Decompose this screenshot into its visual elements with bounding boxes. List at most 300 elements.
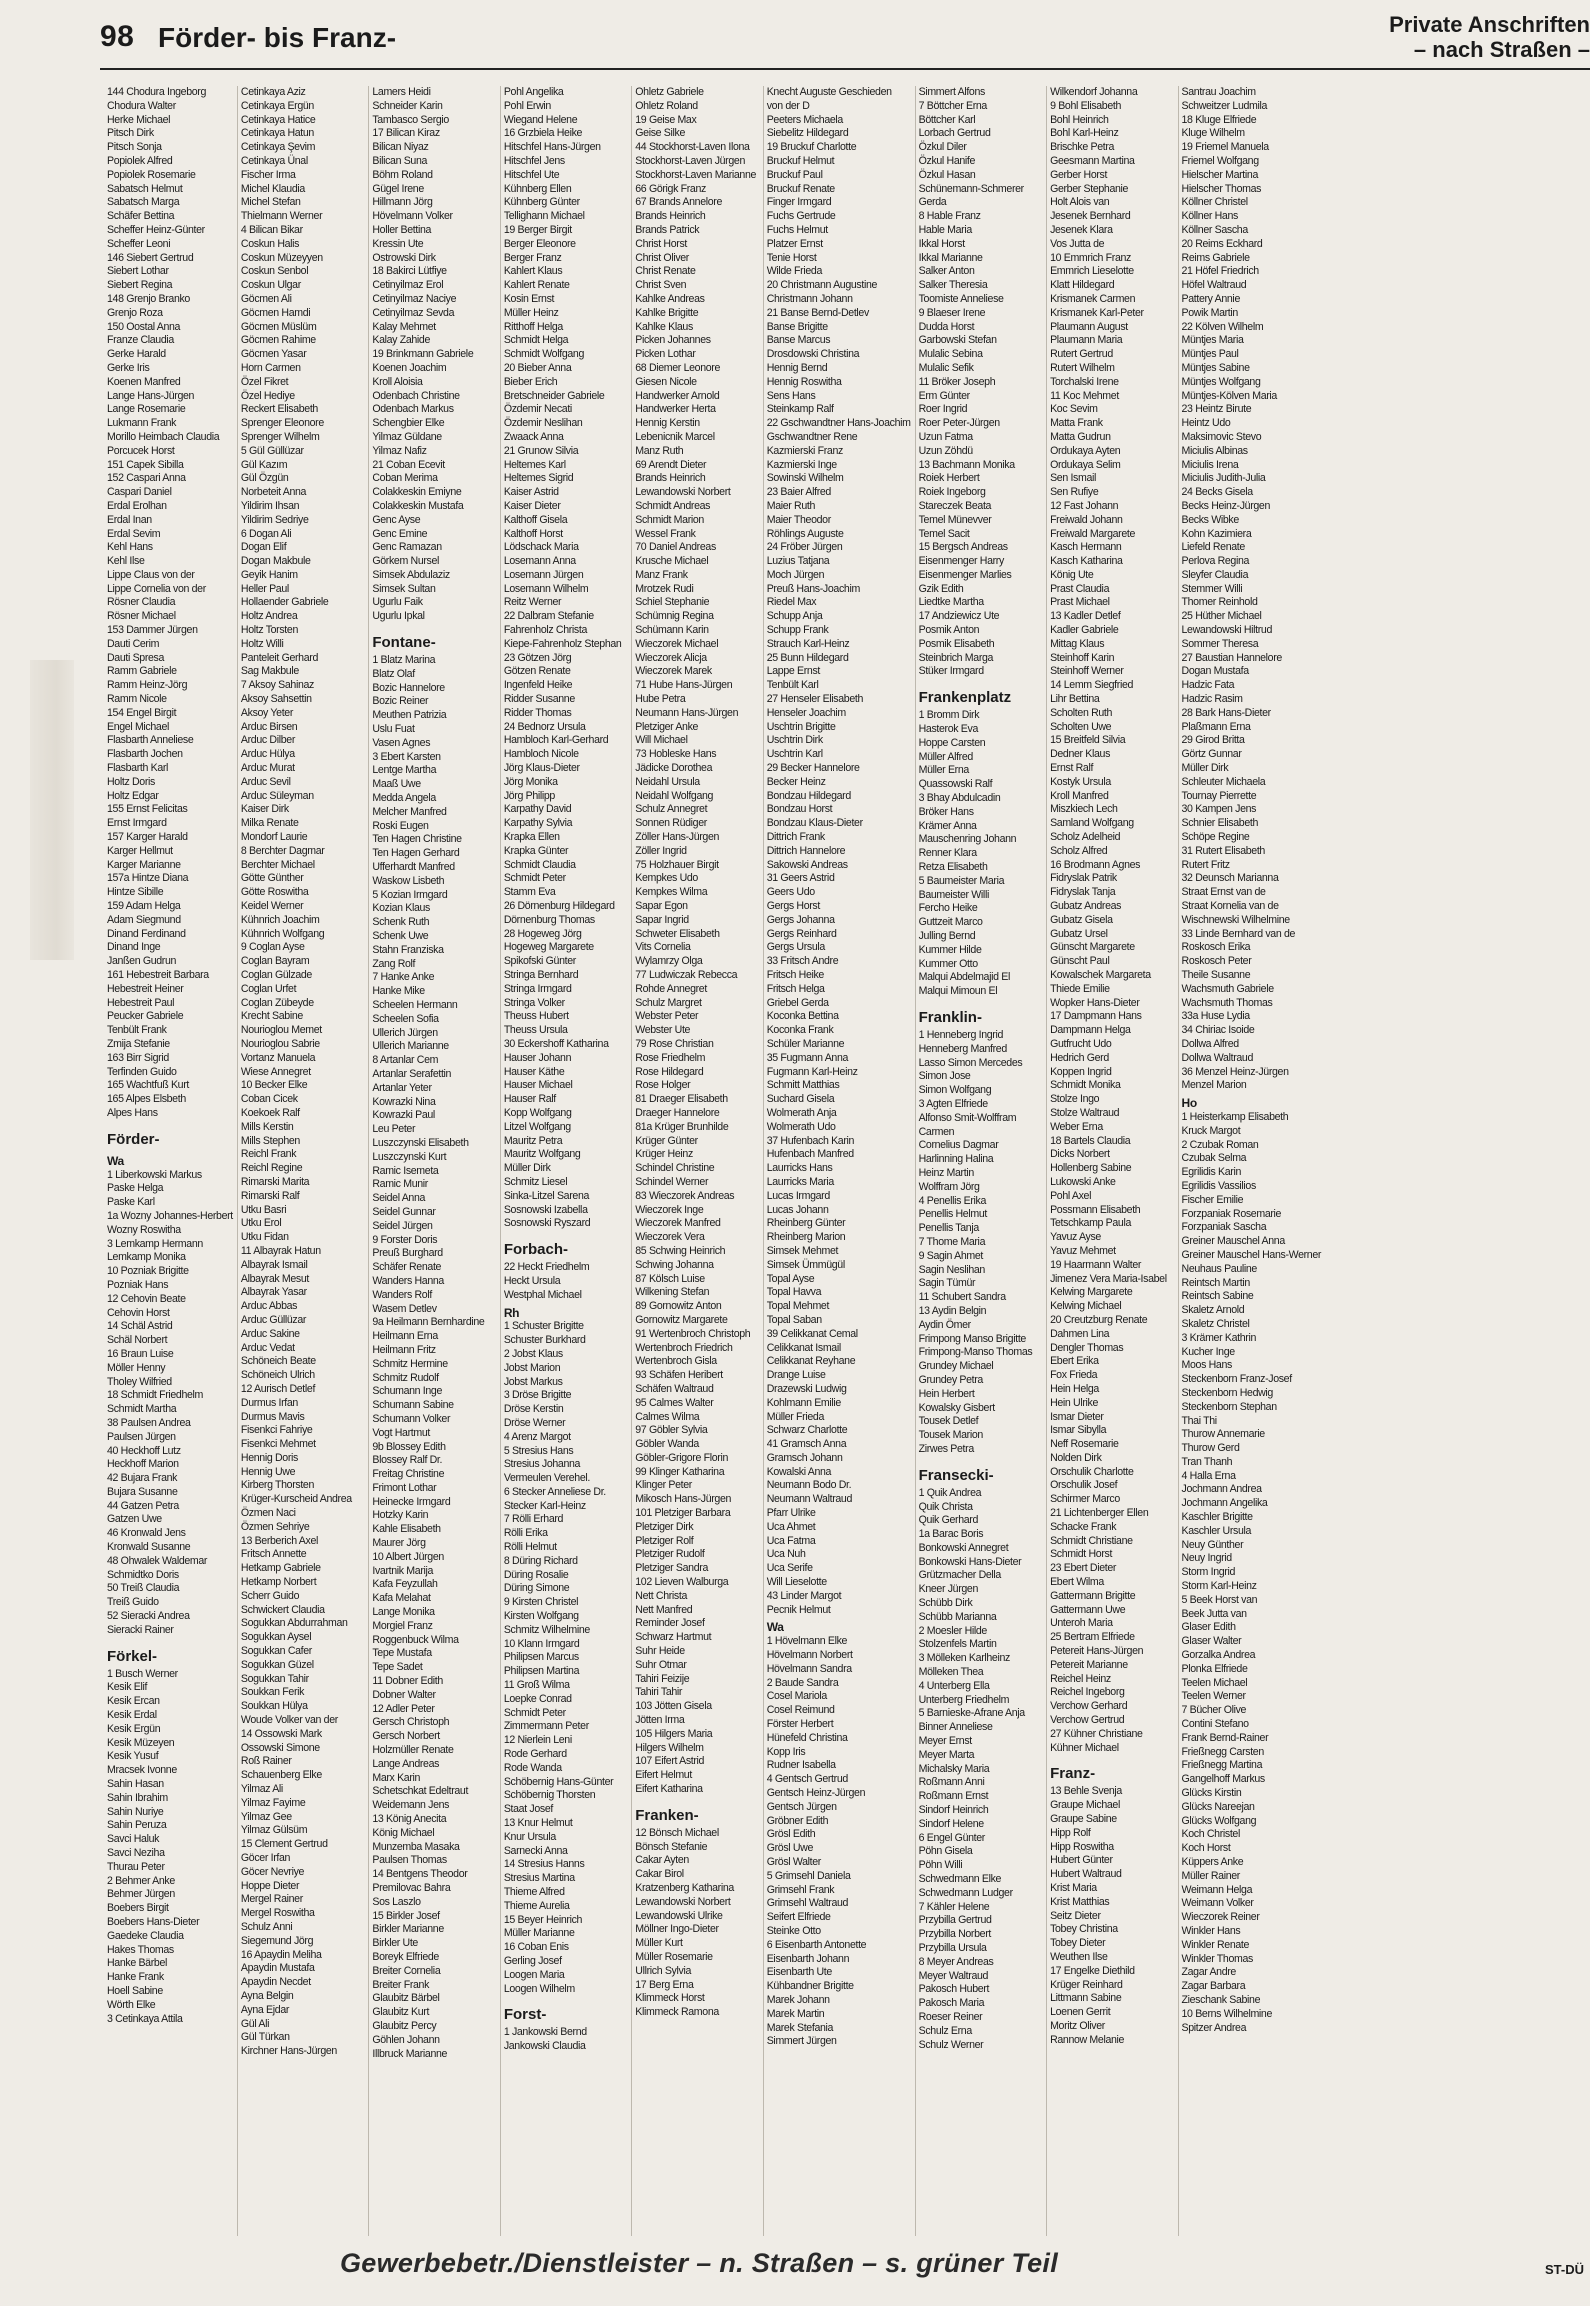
resident-entry: 5 Gül Güllüzar xyxy=(240,444,304,457)
resident-entry: Özel Fikret xyxy=(240,375,289,388)
resident-entry: Göcmen Ali xyxy=(240,292,292,305)
resident-entry: Ugurlu Faik xyxy=(372,596,423,609)
resident-entry: Schmidt Marion xyxy=(635,513,704,526)
resident-entry: Kalay Zahide xyxy=(372,334,430,347)
resident-entry: Dudda Horst xyxy=(918,320,975,333)
resident-entry: Fischer Emilie xyxy=(1181,1193,1244,1206)
resident-entry: Arduc Dilber xyxy=(240,734,295,747)
resident-entry: Nett Christa xyxy=(635,1589,687,1602)
resident-entry: Grimsehl Waltraud xyxy=(766,1897,849,1910)
resident-entry: Skaletz Christel xyxy=(1181,1317,1250,1330)
resident-entry: Meyer Waltraud xyxy=(918,1969,989,1982)
resident-entry: Frank Bernd-Rainer xyxy=(1181,1731,1269,1744)
resident-entry: Stringa Bernhard xyxy=(503,969,579,981)
resident-entry: Rimarski Marita xyxy=(240,1175,310,1188)
resident-entry: 9b Blossey Edith xyxy=(372,1440,446,1453)
resident-entry: Sommer Theresa xyxy=(1181,637,1259,650)
resident-entry: Tambasco Sergio xyxy=(372,113,449,126)
resident-entry: Jesenek Bernhard xyxy=(1050,210,1131,223)
resident-entry: Schetschkat Edeltraut xyxy=(372,1785,469,1798)
resident-entry: Sprenger Wilhelm xyxy=(240,430,320,443)
resident-entry: Kowrazki Nina xyxy=(372,1095,436,1108)
resident-entry: Görtz Gunnar xyxy=(1181,748,1242,761)
resident-entry: Reichel Ingeborg xyxy=(1050,1686,1125,1699)
resident-entry: Grundey Petra xyxy=(918,1373,983,1386)
resident-entry: Savci Haluk xyxy=(107,1833,160,1846)
resident-entry: Roskosch Erika xyxy=(1181,941,1251,954)
resident-entry: Meuthen Patrizia xyxy=(372,709,447,722)
resident-entry: Seidel Jürgen xyxy=(372,1219,433,1232)
resident-entry: 48 Ohwalek Waldemar xyxy=(107,1554,208,1567)
resident-entry: Reintsch Sabine xyxy=(1181,1290,1254,1303)
resident-entry: Glaubitz Percy xyxy=(372,2019,437,2032)
resident-entry: Litzel Wolfgang xyxy=(503,1120,571,1133)
resident-entry: Knecht Auguste Geschieden xyxy=(766,86,892,98)
resident-entry: Mikosch Hans-Jürgen xyxy=(635,1493,732,1506)
resident-entry: Sahin Peruza xyxy=(107,1819,167,1832)
resident-entry: Tahiri Feizije xyxy=(635,1672,690,1685)
resident-entry: Schwedmann Elke xyxy=(918,1873,1002,1886)
resident-entry: Sogukkan Aysel xyxy=(240,1631,312,1644)
resident-entry: Grösl Edith xyxy=(766,1828,816,1841)
resident-entry: Stolze Waltraud xyxy=(1050,1106,1120,1119)
resident-entry: Fisenkci Mehmet xyxy=(240,1438,316,1451)
resident-entry: Ullerich Marianne xyxy=(372,1040,449,1053)
resident-entry: Platzer Ernst xyxy=(766,237,823,250)
directory-column xyxy=(915,86,1042,2236)
resident-entry: Hauser Käthe xyxy=(503,1065,565,1078)
resident-entry: Tousek Marion xyxy=(918,1429,983,1442)
resident-entry: Özmen Naci xyxy=(240,1507,296,1520)
resident-entry: Simsek Mehmet xyxy=(766,1244,839,1257)
resident-entry: Greiner Mauschel Hans-Werner xyxy=(1181,1248,1322,1261)
resident-entry: Siebelitz Hildegard xyxy=(766,127,849,140)
resident-entry: Mulalic Sebina xyxy=(918,348,983,361)
resident-entry: Flasbarth Anneliese xyxy=(107,734,194,747)
resident-entry: Michel Klaudia xyxy=(240,182,305,195)
resident-entry: 17 Bilican Kiraz xyxy=(372,127,440,140)
resident-entry: Draeger Hannelore xyxy=(635,1106,720,1119)
resident-entry: 4 Penellis Erika xyxy=(918,1194,987,1207)
resident-entry: Schäfen Waltraud xyxy=(635,1382,714,1395)
resident-entry: Hennig Bernd xyxy=(766,361,828,374)
resident-entry: Brands Heinrich xyxy=(635,472,706,485)
resident-entry: Cetinkaya Hatun xyxy=(240,127,314,140)
resident-entry: Banse Brigitte xyxy=(766,320,828,333)
resident-entry: Gergs Ursula xyxy=(766,941,825,954)
resident-entry: Götte Roswitha xyxy=(240,886,309,899)
resident-entry: 91 Wertenbroch Christoph xyxy=(635,1327,751,1340)
resident-entry: Koc Sevim xyxy=(1050,403,1098,416)
resident-entry: Albayrak Ismail xyxy=(240,1258,308,1271)
resident-entry: Rimarski Ralf xyxy=(240,1189,300,1202)
resident-entry: Simsek Ümmügül xyxy=(766,1258,845,1271)
resident-entry: Wachsmuth Gabriele xyxy=(1181,982,1274,995)
resident-entry: Retza Elisabeth xyxy=(918,861,988,874)
resident-entry: Meyer Marta xyxy=(918,1748,975,1761)
resident-entry: 3 Mölleken Karlheinz xyxy=(918,1652,1010,1665)
resident-entry: 3 Dröse Brigitte xyxy=(503,1389,572,1402)
resident-entry: 11 Groß Wilma xyxy=(503,1679,570,1692)
resident-entry: Waskow Lisbeth xyxy=(372,874,445,887)
resident-entry: 1 Bromm Dirk xyxy=(918,709,980,722)
resident-entry: Thiede Emilie xyxy=(1050,982,1110,995)
resident-entry: Scholten Uwe xyxy=(1050,720,1112,733)
resident-entry: Kahle Elisabeth xyxy=(372,1523,441,1536)
resident-entry: Sen Ismail xyxy=(1050,472,1097,485)
resident-entry: Eifert Helmut xyxy=(635,1769,692,1782)
resident-entry: 13 Berberich Axel xyxy=(240,1534,318,1547)
resident-entry: Schmidt Peter xyxy=(503,872,566,885)
resident-entry: Fritsch Heike xyxy=(766,969,824,981)
resident-entry: Malqui Abdelmajid El xyxy=(918,971,1010,984)
resident-entry: Hufenbach Manfred xyxy=(766,1148,854,1161)
resident-entry: Ullerich Jürgen xyxy=(372,1026,438,1039)
resident-entry: Wieczorek Marek xyxy=(635,665,712,678)
resident-entry: von der D xyxy=(766,99,810,112)
resident-entry: 20 Christmann Augustine xyxy=(766,279,878,292)
resident-entry: Kowalsky Gisbert xyxy=(918,1401,995,1414)
resident-entry: 30 Eckershoff Katharina xyxy=(503,1037,609,1050)
resident-entry: Holtz Doris xyxy=(107,775,155,788)
resident-entry: Koconka Bettina xyxy=(766,1010,839,1023)
resident-entry: Krüger-Kurscheid Andrea xyxy=(240,1493,352,1506)
resident-entry: Schmidt Peter xyxy=(503,1706,566,1719)
resident-entry: Schneider Karin xyxy=(372,99,443,112)
resident-entry: Ugurlu Ipkal xyxy=(372,610,425,623)
resident-entry: Schenk Uwe xyxy=(372,930,429,943)
resident-entry: Holtz Torsten xyxy=(240,624,298,637)
resident-entry: 23 Götzen Jörg xyxy=(503,651,572,664)
resident-entry: 165 Alpes Elsbeth xyxy=(107,1093,186,1106)
resident-entry: Penellis Helmut xyxy=(918,1208,987,1221)
resident-entry: Zagar Andre xyxy=(1181,1966,1236,1979)
resident-entry: Cetinkaya Ergün xyxy=(240,99,314,112)
resident-entry: Lange Hans-Jürgen xyxy=(107,389,195,402)
street-heading: Förkel- xyxy=(107,1647,158,1665)
resident-entry: 4 Halla Erna xyxy=(1181,1469,1236,1482)
resident-entry: Grösl Uwe xyxy=(766,1842,814,1855)
resident-entry: 19 Friemel Manuela xyxy=(1181,141,1269,154)
resident-entry: Toomiste Anneliese xyxy=(918,292,1004,305)
resident-entry: Kroll Manfred xyxy=(1050,789,1109,802)
resident-entry: Schwickert Claudia xyxy=(240,1603,325,1616)
resident-entry: Yilmaz Gee xyxy=(240,1810,292,1823)
resident-entry: Sogukkan Cafer xyxy=(240,1645,312,1658)
resident-entry: Schwarz Hartmut xyxy=(635,1631,712,1644)
resident-entry: Göbler Wanda xyxy=(635,1438,699,1451)
resident-entry: Topal Mehmet xyxy=(766,1300,830,1313)
resident-entry: Zieschank Sabine xyxy=(1181,1993,1261,2006)
resident-entry: Kohn Kazimiera xyxy=(1181,527,1252,540)
resident-entry: Özdemir Necati xyxy=(503,403,572,416)
page-number: 98 xyxy=(100,20,135,53)
resident-entry: Sogukkan Abdurrahman xyxy=(240,1617,348,1630)
resident-entry: Miciulis Judith-Julia xyxy=(1181,472,1266,485)
resident-entry: Scherr Guido xyxy=(240,1589,300,1602)
resident-entry: Steinhoff Karin xyxy=(1050,651,1115,664)
resident-entry: 5 Beek Horst van xyxy=(1181,1593,1258,1606)
resident-entry: Schöneich Ulrich xyxy=(240,1369,315,1382)
resident-entry: Michel Stefan xyxy=(240,196,301,209)
resident-entry: Gzik Edith xyxy=(918,582,964,595)
resident-entry: Götte Günther xyxy=(240,872,304,885)
resident-entry: Reitz Werner xyxy=(503,596,562,609)
resident-entry: Lihr Bettina xyxy=(1050,693,1100,706)
resident-entry: Sieracki Rainer xyxy=(107,1623,174,1636)
resident-entry: 25 Bertram Elfriede xyxy=(1050,1631,1135,1644)
resident-entry: Janßen Gudrun xyxy=(107,955,177,968)
resident-entry: Uslu Fuat xyxy=(372,723,415,736)
resident-entry: Kadler Gabriele xyxy=(1050,624,1119,637)
resident-entry: Rölli Helmut xyxy=(503,1541,557,1554)
resident-entry: Julling Bernd xyxy=(918,930,976,943)
resident-entry: Bretschneider Gabriele xyxy=(503,389,605,402)
resident-entry: Glücks Nareejan xyxy=(1181,1800,1255,1813)
resident-entry: Perlova Regina xyxy=(1181,555,1250,568)
resident-entry: Jörg Philipp xyxy=(503,789,555,802)
resident-entry: Sabatsch Marga xyxy=(107,196,180,209)
resident-entry: Topal Ayse xyxy=(766,1272,815,1285)
resident-entry: 1 Heisterkamp Elisabeth xyxy=(1181,1110,1289,1123)
resident-entry: Lukowski Anke xyxy=(1050,1175,1116,1188)
resident-entry: Karpathy David xyxy=(503,803,572,816)
resident-entry: 148 Grenjo Branko xyxy=(107,292,190,305)
resident-entry: 21 Lichtenberger Ellen xyxy=(1050,1507,1149,1520)
resident-entry: Christmann Johann xyxy=(766,292,853,305)
resident-entry: 146 Siebert Gertrud xyxy=(107,251,194,264)
resident-entry: Hövelmann Norbert xyxy=(766,1649,853,1662)
resident-entry: Lebenicnik Marcel xyxy=(635,430,715,443)
resident-entry: Schulz Werner xyxy=(918,2038,984,2051)
resident-entry: Gaedeke Claudia xyxy=(107,1929,184,1942)
resident-entry: 9 Sagin Ahmet xyxy=(918,1249,983,1262)
resident-entry: 9 Coglan Ayse xyxy=(240,941,305,954)
resident-entry: Santrau Joachim xyxy=(1181,86,1256,98)
resident-entry: Sonnen Rüdiger xyxy=(635,817,707,830)
resident-entry: Neuhaus Pauline xyxy=(1181,1262,1257,1275)
resident-entry: Yavuz Ayse xyxy=(1050,1231,1101,1244)
resident-entry: Hoell Sabine xyxy=(107,1984,163,1997)
resident-entry: 75 Holzhauer Birgit xyxy=(635,858,719,871)
resident-entry: 43 Linder Margot xyxy=(766,1589,842,1602)
resident-entry: Hakes Thomas xyxy=(107,1943,174,1956)
resident-entry: Bondzau Hildegard xyxy=(766,789,851,802)
resident-entry: Becks Wibke xyxy=(1181,513,1239,526)
resident-entry: Malqui Mimoun El xyxy=(918,985,998,998)
resident-entry: 22 Heckt Friedhelm xyxy=(503,1261,590,1274)
resident-entry: Contini Stefano xyxy=(1181,1718,1249,1731)
resident-entry: Roiek Herbert xyxy=(918,472,980,485)
directory-column xyxy=(631,86,758,2236)
resident-entry: Coban Cicek xyxy=(240,1093,298,1106)
resident-entry: Düring Rosalie xyxy=(503,1568,569,1581)
resident-entry: Westphal Michael xyxy=(503,1288,582,1301)
resident-entry: 3 Bhay Abdulcadin xyxy=(918,792,1001,805)
resident-entry: Mittag Klaus xyxy=(1050,637,1105,650)
resident-entry: Utku Fidan xyxy=(240,1231,289,1244)
resident-entry: Sogukkan Tahir xyxy=(240,1672,309,1685)
resident-entry: Wieczorek Vera xyxy=(635,1231,705,1244)
resident-entry: 50 Treiß Claudia xyxy=(107,1582,180,1595)
resident-entry: Yilmaz Gülsüm xyxy=(240,1824,308,1837)
resident-entry: Artanlar Serafettin xyxy=(372,1067,452,1080)
resident-entry: 85 Schwing Heinrich xyxy=(635,1244,726,1257)
resident-entry: Jörg Klaus-Dieter xyxy=(503,762,580,775)
resident-entry: Sen Rufiye xyxy=(1050,486,1099,499)
resident-entry: Gubatz Ursel xyxy=(1050,927,1108,940)
resident-entry: Hambloch Nicole xyxy=(503,748,579,761)
resident-entry: Wessel Frank xyxy=(635,527,696,540)
resident-entry: Mrotzek Rudi xyxy=(635,582,694,595)
resident-entry: Kneer Jürgen xyxy=(918,1583,979,1596)
resident-entry: Schmidt Martha xyxy=(107,1403,177,1416)
resident-entry: Pattery Annie xyxy=(1181,292,1240,305)
resident-entry: Kesik Müzeyen xyxy=(107,1736,175,1749)
resident-entry: Ismar Dieter xyxy=(1050,1410,1104,1423)
resident-entry: Gerber Stephanie xyxy=(1050,182,1129,195)
resident-entry: Göcer Nevriye xyxy=(240,1865,305,1878)
resident-entry: Ostrowski Dirk xyxy=(372,251,436,264)
resident-entry: Sens Hans xyxy=(766,389,816,402)
resident-entry: Pozniak Hans xyxy=(107,1278,169,1291)
resident-entry: Jötten Irma xyxy=(635,1714,685,1727)
resident-entry: Przybilla Ursula xyxy=(918,1942,987,1954)
resident-entry: Dogan Makbule xyxy=(240,555,311,568)
resident-entry: 31 Geers Astrid xyxy=(766,872,835,885)
resident-entry: Hennig Roswitha xyxy=(766,375,842,388)
resident-entry: Unteroh Maria xyxy=(1050,1617,1113,1630)
resident-entry: Schweter Elisabeth xyxy=(635,927,720,940)
resident-entry: Straat Kornelia van de xyxy=(1181,900,1279,913)
resident-entry: Greiner Mauschel Anna xyxy=(1181,1235,1285,1248)
resident-entry: 18 Kluge Elfriede xyxy=(1181,113,1257,126)
resident-entry: Mergel Rainer xyxy=(240,1893,303,1906)
resident-entry: Alpes Hans xyxy=(107,1106,158,1119)
resident-entry: 42 Bujara Frank xyxy=(107,1472,178,1485)
resident-entry: 22 Kölven Wilhelm xyxy=(1181,320,1264,333)
resident-entry: Siegemund Jörg xyxy=(240,1934,314,1947)
resident-entry: Jimenez Vera Maria-Isabel xyxy=(1050,1272,1167,1285)
resident-entry: Egrilidis Karin xyxy=(1181,1166,1242,1179)
resident-entry: Philipsen Marcus xyxy=(503,1651,579,1664)
resident-entry: Scheffer Leoni xyxy=(107,237,171,250)
resident-entry: Mauritz Petra xyxy=(503,1134,563,1147)
resident-entry: Hanke Mike xyxy=(372,985,425,998)
resident-entry: Hilgers Wilhelm xyxy=(635,1741,704,1754)
resident-entry: 10 Pozniak Brigitte xyxy=(107,1265,189,1278)
resident-entry: Reichel Heinz xyxy=(1050,1672,1111,1685)
resident-entry: Berger Franz xyxy=(503,251,562,264)
resident-entry: Krapka Günter xyxy=(503,844,569,857)
resident-entry: Göbler-Grigore Florin xyxy=(635,1451,728,1464)
resident-entry: 14 Bentgens Theodor xyxy=(372,1868,468,1881)
resident-entry: Weidemann Jens xyxy=(372,1799,450,1812)
resident-entry: Dittrich Hannelore xyxy=(766,844,846,857)
resident-entry: Krismanek Carmen xyxy=(1050,292,1136,305)
resident-entry: 17 Dampmann Hans xyxy=(1050,1010,1142,1023)
resident-entry: Frimpong Manso Brigitte xyxy=(918,1332,1026,1345)
resident-entry: Arduc Güllüzar xyxy=(240,1313,307,1326)
resident-entry: Wolffram Jörg xyxy=(918,1180,980,1193)
resident-entry: Koekoek Ralf xyxy=(240,1106,300,1119)
resident-entry: Dogan Mustafa xyxy=(1181,665,1249,678)
resident-entry: Wylamrzy Olga xyxy=(635,955,703,968)
resident-entry: Winkler Renate xyxy=(1181,1938,1250,1951)
resident-entry: Christ Sven xyxy=(635,279,687,292)
directory-column xyxy=(763,86,911,2236)
resident-entry: Hogeweg Margarete xyxy=(503,941,594,954)
resident-entry: Frießnegg Martina xyxy=(1181,1759,1263,1772)
resident-entry: Scheelen Sofia xyxy=(372,1012,439,1025)
resident-entry: Erdal Inan xyxy=(107,513,152,526)
resident-entry: Hövelmann Sandra xyxy=(766,1662,852,1675)
resident-entry: Stamm Eva xyxy=(503,886,556,899)
resident-entry: Flasbarth Jochen xyxy=(107,748,183,761)
binding-shadow xyxy=(30,660,74,960)
resident-entry: Michalsky Maria xyxy=(918,1762,990,1775)
resident-entry: Thomer Reinhold xyxy=(1181,596,1258,609)
resident-entry: Wanders Rolf xyxy=(372,1288,432,1301)
resident-entry: Roer Peter-Jürgen xyxy=(918,417,1000,430)
resident-entry: 13 Knur Helmut xyxy=(503,1817,573,1830)
resident-entry: Mölleken Thea xyxy=(918,1666,984,1679)
resident-entry: Schäl Norbert xyxy=(107,1334,168,1347)
resident-entry: Kluge Wilhelm xyxy=(1181,127,1245,140)
resident-entry: Sos Laszlo xyxy=(372,1895,421,1908)
resident-entry: Koenen Joachim xyxy=(372,361,447,374)
resident-entry: Cehovin Horst xyxy=(107,1306,170,1319)
resident-entry: Yilmaz Fayime xyxy=(240,1796,306,1809)
resident-entry: Hetkamp Gabriele xyxy=(240,1562,321,1575)
resident-entry: Lukmann Frank xyxy=(107,417,177,430)
resident-entry: Heilmann Fritz xyxy=(372,1343,436,1356)
resident-entry: Philipsen Martina xyxy=(503,1665,580,1678)
resident-entry: Thieme Aurelia xyxy=(503,1899,570,1912)
resident-entry: 21 Banse Bernd-Detlev xyxy=(766,306,869,319)
resident-entry: Bozic Hannelore xyxy=(372,681,445,694)
resident-entry: Stolze Ingo xyxy=(1050,1093,1100,1106)
resident-entry: Gergs Horst xyxy=(766,900,820,913)
resident-entry: Maksimovic Stevo xyxy=(1181,430,1262,443)
resident-entry: Gerling Josef xyxy=(503,1954,562,1967)
resident-entry: Coskun Ulgar xyxy=(240,279,301,292)
resident-entry: Reims Gabriele xyxy=(1181,251,1250,264)
resident-entry: 107 Eifert Astrid xyxy=(635,1755,705,1768)
resident-entry: 18 Schmidt Friedhelm xyxy=(107,1389,204,1402)
resident-entry: 26 Dörnenburg Hildegard xyxy=(503,900,615,913)
resident-entry: Hitschfel Jens xyxy=(503,154,565,167)
resident-entry: Riedel Max xyxy=(766,596,817,609)
resident-entry: 28 Bark Hans-Dieter xyxy=(1181,706,1271,719)
resident-entry: Neuy Günther xyxy=(1181,1538,1244,1551)
resident-entry: Kressin Ute xyxy=(372,237,424,250)
resident-entry: Fritsch Annette xyxy=(240,1548,307,1561)
footer-note: Gewerbebetr./Dienstleister – n. Straßen – s. grüner Teil xyxy=(340,2248,1059,2278)
resident-entry: Kesik Erdal xyxy=(107,1709,157,1722)
resident-entry: Stecker Karl-Heinz xyxy=(503,1499,586,1512)
street-section-heading: Wa xyxy=(766,1620,784,1635)
resident-entry: Handwerker Arnold xyxy=(635,389,720,402)
resident-entry: 15 Bergsch Andreas xyxy=(918,541,1008,554)
resident-entry: Penellis Tanja xyxy=(918,1222,979,1235)
resident-entry: Rannow Melanie xyxy=(1050,2033,1125,2046)
resident-entry: Eisenbarth Ute xyxy=(766,1966,832,1979)
resident-entry: Franze Claudia xyxy=(107,334,174,347)
resident-entry: 16 Apaydin Meliha xyxy=(240,1948,322,1961)
resident-entry: Kesik Elif xyxy=(107,1681,148,1694)
directory-columns xyxy=(104,86,1584,2236)
